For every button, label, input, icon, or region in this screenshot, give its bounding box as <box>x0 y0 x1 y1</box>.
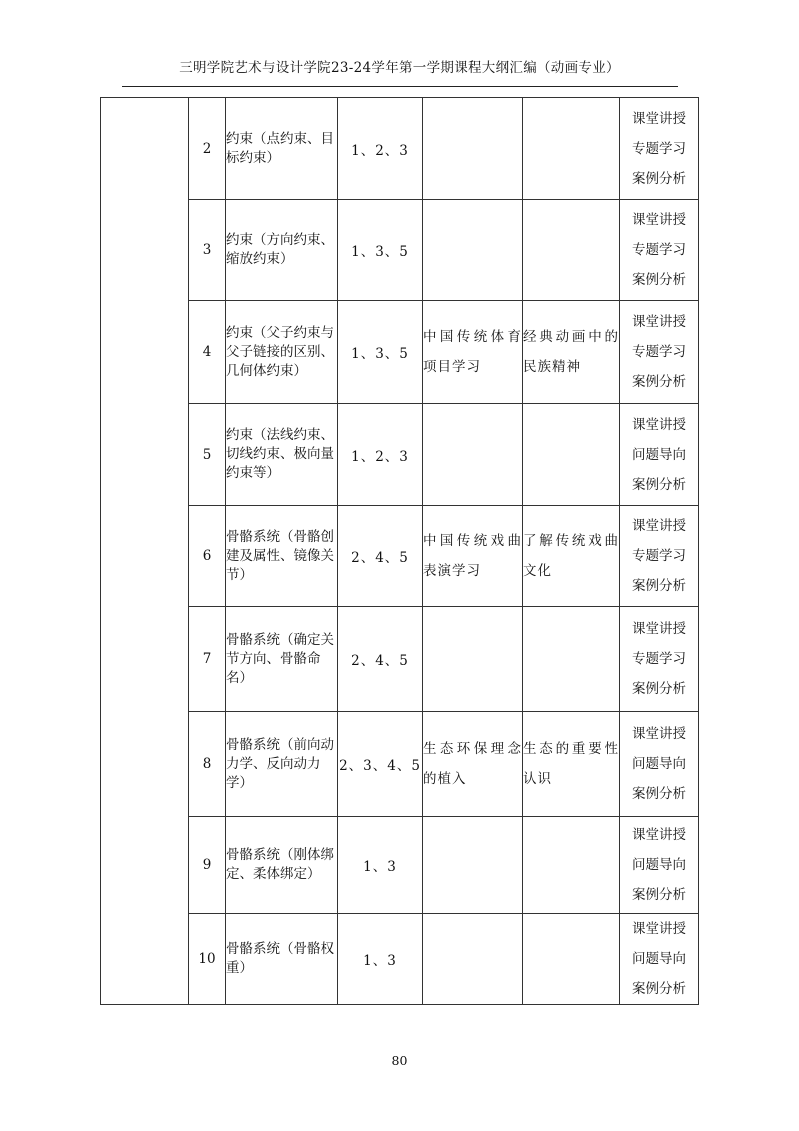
row-objectives: 2、3、4、5 <box>338 712 423 817</box>
row-ideological-goal <box>523 98 620 200</box>
row-topic: 骨骼系统（骨骼权重） <box>226 914 338 1005</box>
method-item: 案例分析 <box>632 786 686 802</box>
row-teaching-methods <box>620 712 699 817</box>
table-row <box>101 817 699 914</box>
row-number: 7 <box>189 607 226 712</box>
row-ideological-element <box>423 914 523 1005</box>
row-topic: 骨骼系统（骨骼创建及属性、镜像关节） <box>226 506 338 607</box>
method-item: 课堂讲授 <box>632 921 686 937</box>
method-item: 专题学习 <box>632 344 686 360</box>
method-item: 问题导向 <box>632 857 686 873</box>
row-number: 3 <box>189 200 226 301</box>
method-item: 案例分析 <box>632 170 686 187</box>
row-objectives: 1、3 <box>338 914 423 1005</box>
row-ideological-element: 中国传统戏曲表演学习 <box>423 506 523 607</box>
row-objectives: 2、4、5 <box>338 506 423 607</box>
method-item: 案例分析 <box>632 476 686 493</box>
table-row <box>101 712 699 817</box>
row-topic: 约束（法线约束、切线约束、极向量约束等） <box>226 404 338 506</box>
row-ideological-goal: 生态的重要性认识 <box>523 712 620 817</box>
row-ideological-goal: 了解传统戏曲文化 <box>523 506 620 607</box>
method-item: 专题学习 <box>632 651 686 667</box>
row-ideological-element <box>423 98 523 200</box>
row-ideological-goal <box>523 607 620 712</box>
header-divider <box>122 86 678 87</box>
method-item: 专题学习 <box>632 140 686 157</box>
row-objectives: 1、3 <box>338 817 423 914</box>
row-objectives: 1、3、5 <box>338 301 423 404</box>
method-item: 课堂讲授 <box>632 621 686 637</box>
table-row <box>101 404 699 506</box>
row-objectives: 1、3、5 <box>338 200 423 301</box>
row-topic: 骨骼系统（确定关节方向、骨骼命名） <box>226 607 338 712</box>
row-objectives: 1、2、3 <box>338 98 423 200</box>
method-item: 专题学习 <box>632 548 686 564</box>
method-item: 案例分析 <box>632 272 686 288</box>
row-ideological-element <box>423 404 523 506</box>
method-item: 课堂讲授 <box>632 110 686 127</box>
row-number: 5 <box>189 404 226 506</box>
table-row <box>101 301 699 404</box>
method-item: 课堂讲授 <box>632 827 686 843</box>
table-row <box>101 607 699 712</box>
method-item: 课堂讲授 <box>632 518 686 534</box>
method-item: 问题导向 <box>632 756 686 772</box>
method-item: 案例分析 <box>632 681 686 697</box>
syllabus-table-body <box>101 98 699 1005</box>
row-ideological-goal <box>523 200 620 301</box>
row-topic: 骨骼系统（前向动力学、反向动力学） <box>226 712 338 817</box>
method-item: 课堂讲授 <box>632 314 686 330</box>
table-row <box>101 914 699 1005</box>
method-item: 案例分析 <box>632 374 686 390</box>
row-objectives: 1、2、3 <box>338 404 423 506</box>
table-row <box>101 200 699 301</box>
row-ideological-goal <box>523 914 620 1005</box>
method-item: 案例分析 <box>632 578 686 594</box>
row-ideological-goal: 经典动画中的民族精神 <box>523 301 620 404</box>
row-teaching-methods <box>620 607 699 712</box>
row-number: 8 <box>189 712 226 817</box>
row-teaching-methods <box>620 200 699 301</box>
page-number: 80 <box>391 1053 408 1068</box>
method-item: 问题导向 <box>632 446 686 463</box>
row-ideological-element: 中国传统体育项目学习 <box>423 301 523 404</box>
row-topic: 骨骼系统（刚体绑定、柔体绑定） <box>226 817 338 914</box>
table-row <box>101 506 699 607</box>
row-ideological-goal <box>523 404 620 506</box>
syllabus-table <box>100 97 699 1005</box>
row-ideological-goal <box>523 817 620 914</box>
method-item: 案例分析 <box>632 981 686 997</box>
method-item: 专题学习 <box>632 242 686 258</box>
row-topic: 约束（点约束、目标约束） <box>226 98 338 200</box>
method-item: 案例分析 <box>632 887 686 903</box>
row-topic: 约束（方向约束、缩放约束） <box>226 200 338 301</box>
row-number: 10 <box>189 914 226 1005</box>
row-ideological-element <box>423 607 523 712</box>
row-teaching-methods <box>620 301 699 404</box>
row-ideological-element: 生态环保理念的植入 <box>423 712 523 817</box>
row-ideological-element <box>423 200 523 301</box>
row-teaching-methods <box>620 817 699 914</box>
row-objectives: 2、4、5 <box>338 607 423 712</box>
method-item: 课堂讲授 <box>632 416 686 433</box>
row-number: 9 <box>189 817 226 914</box>
row-teaching-methods <box>620 98 699 200</box>
method-item: 问题导向 <box>632 951 686 967</box>
row-teaching-methods <box>620 506 699 607</box>
row-number: 6 <box>189 506 226 607</box>
row-teaching-methods <box>620 404 699 506</box>
row-teaching-methods <box>620 914 699 1005</box>
row-topic: 约束（父子约束与父子链接的区别、几何体约束） <box>226 301 338 404</box>
running-header: 三明学院艺术与设计学院23-24学年第一学期课程大纲汇编（动画专业） <box>179 60 620 76</box>
row-number: 2 <box>189 98 226 200</box>
table-row <box>101 98 699 200</box>
merged-category-cell <box>101 98 189 1005</box>
row-number: 4 <box>189 301 226 404</box>
row-ideological-element <box>423 817 523 914</box>
method-item: 课堂讲授 <box>632 726 686 742</box>
method-item: 课堂讲授 <box>632 212 686 228</box>
